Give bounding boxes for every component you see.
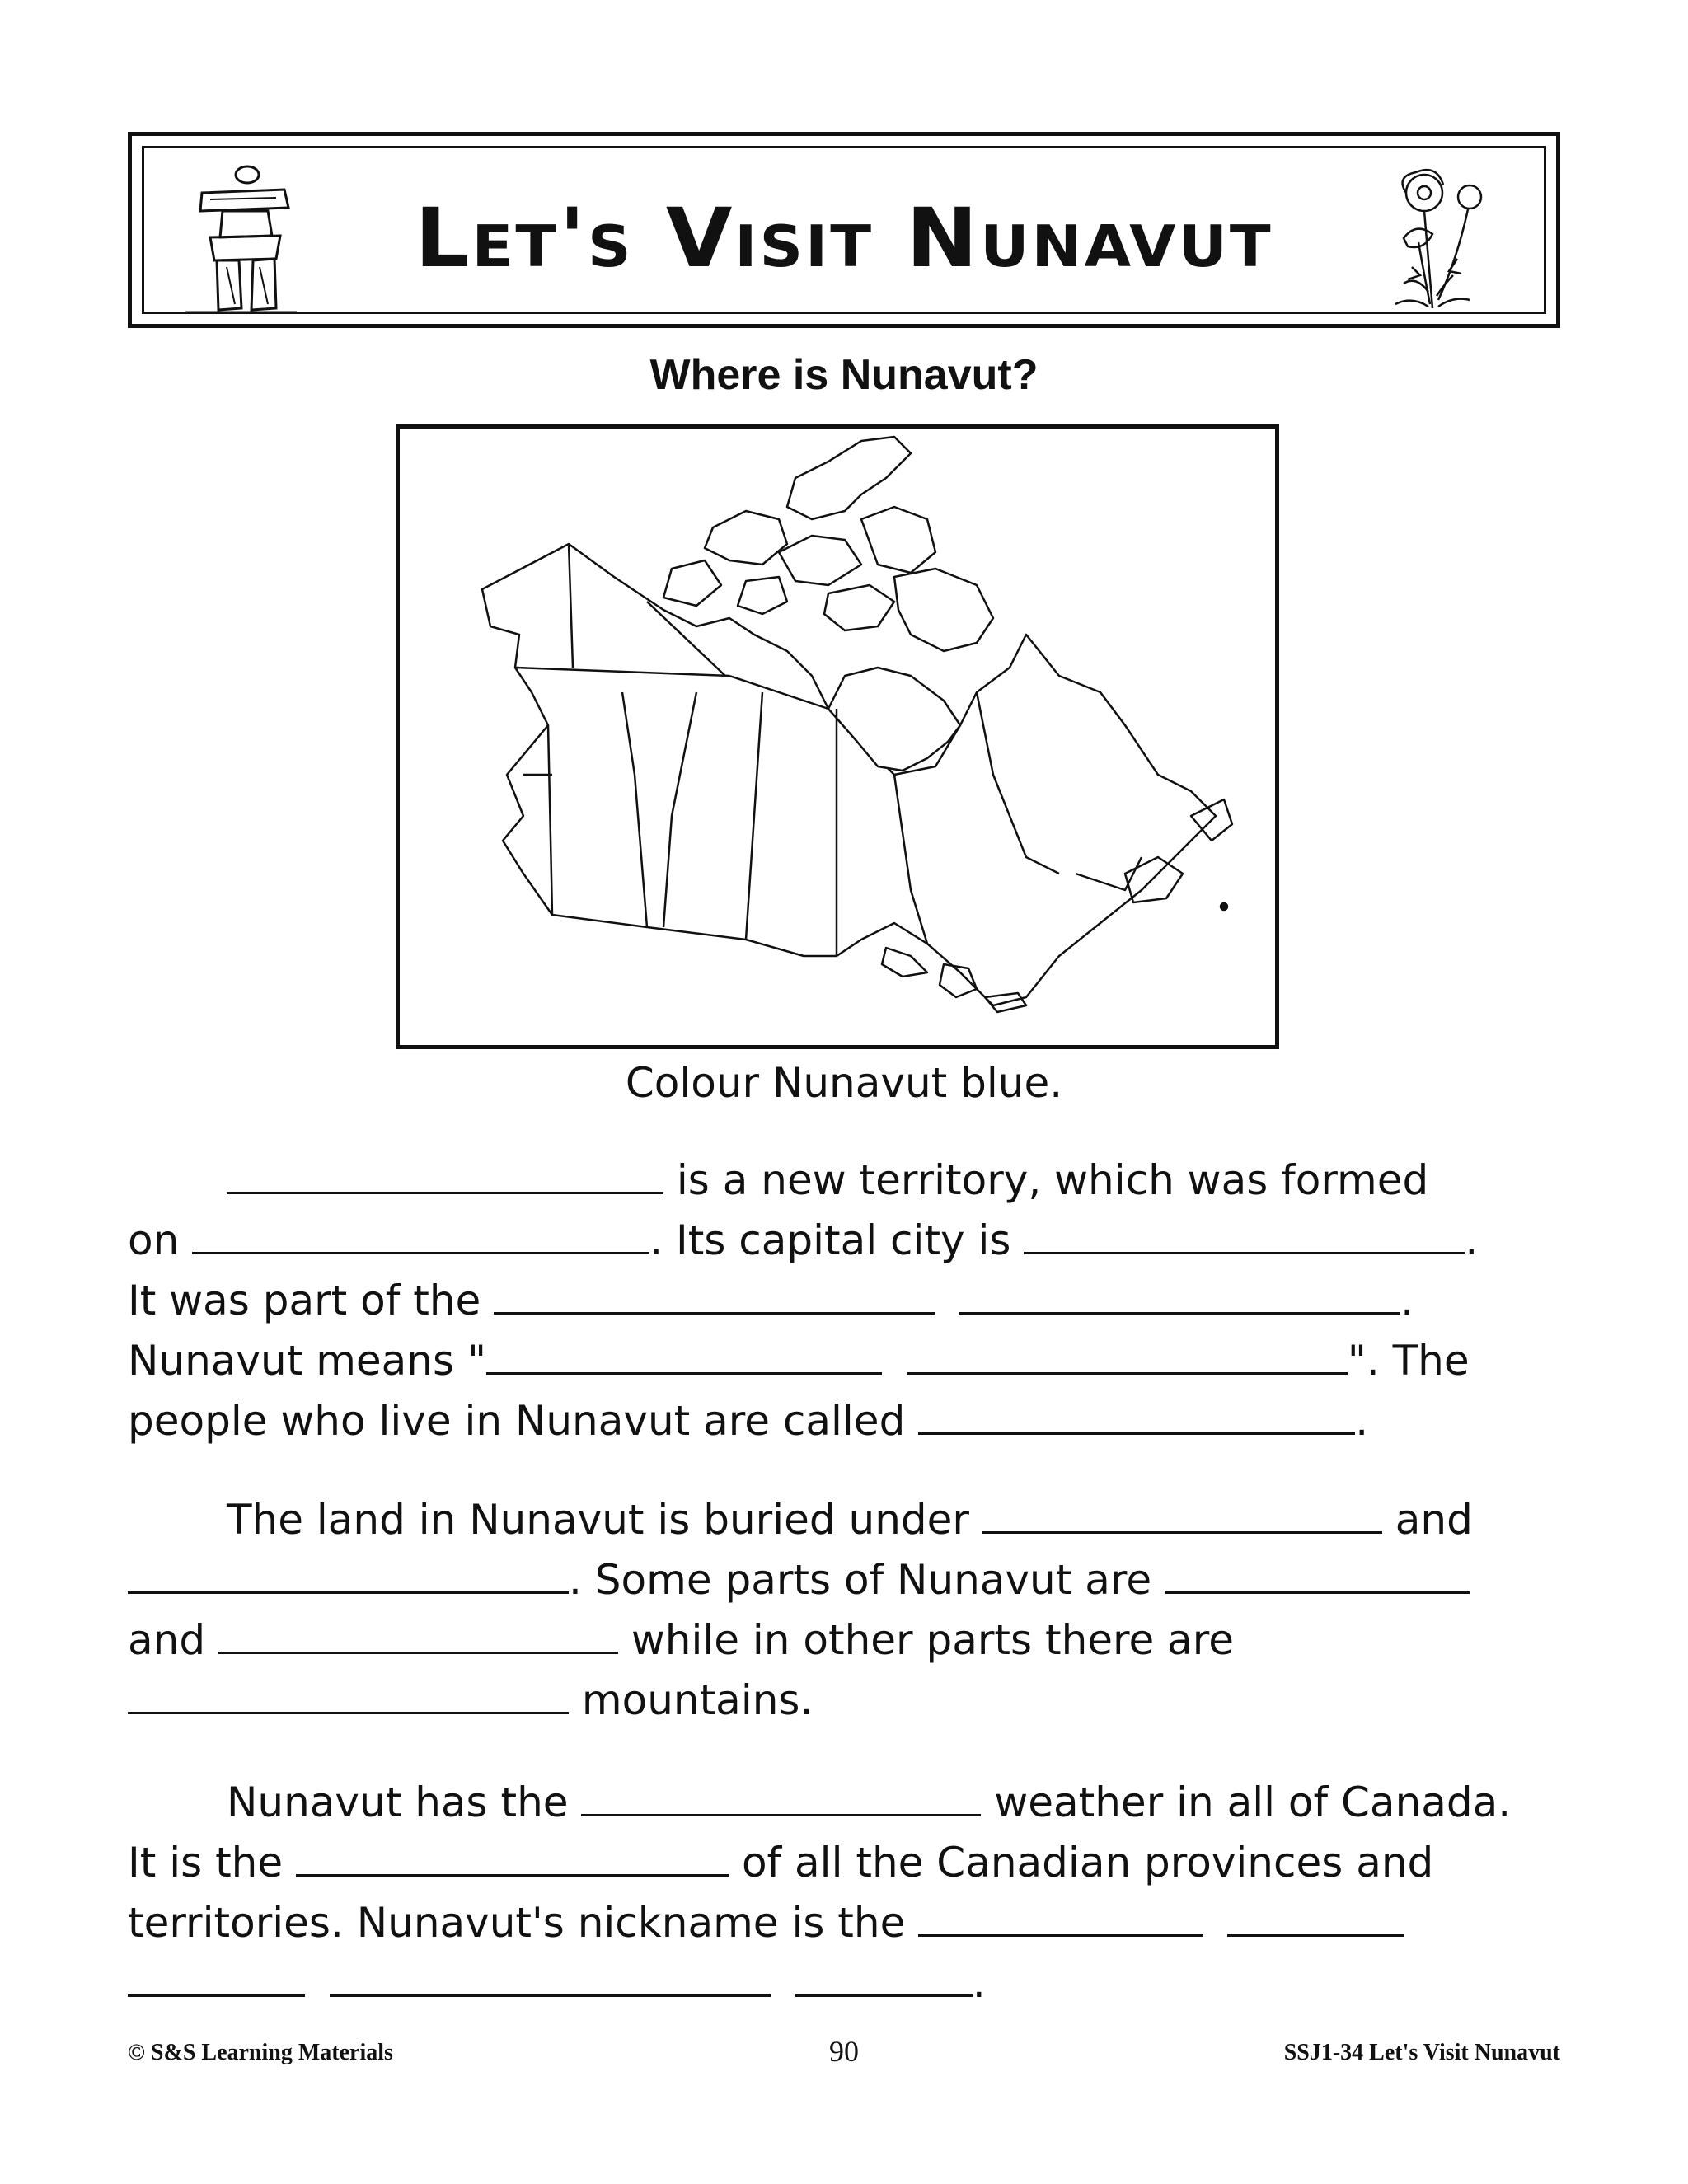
- paragraph1-line1: is a new territory, which was formed: [128, 1154, 1428, 1205]
- title-banner: [128, 132, 1560, 328]
- answer-blank[interactable]: [918, 1896, 1203, 1937]
- footer-book-title: SSJ1-34 Let's Visit Nunavut: [1283, 2040, 1560, 2065]
- paragraph3-line1: Nunavut has the weather in all of Canada.: [128, 1776, 1511, 1827]
- answer-blank[interactable]: [486, 1334, 882, 1375]
- banner-inner-border: [142, 146, 1546, 314]
- paragraph2-line1: The land in Nunavut is buried under and: [128, 1493, 1473, 1544]
- paragraph1-line5: people who live in Nunavut are called .: [128, 1394, 1368, 1446]
- paragraph2-line2: . Some parts of Nunavut are: [128, 1554, 1470, 1605]
- paragraph3-line3: territories. Nunavut's nickname is the: [128, 1896, 1404, 1947]
- answer-blank[interactable]: [128, 1674, 569, 1714]
- answer-blank[interactable]: [581, 1776, 981, 1816]
- canada-map-icon: [400, 429, 1275, 1045]
- answer-blank[interactable]: [1024, 1214, 1465, 1254]
- answer-blank[interactable]: [907, 1334, 1348, 1375]
- colouring-instruction: Colour Nunavut blue.: [625, 1059, 1063, 1107]
- map-frame: [396, 424, 1279, 1049]
- answer-blank[interactable]: [218, 1614, 618, 1654]
- paragraph1-line2: on . Its capital city is .: [128, 1214, 1478, 1265]
- page-number: 90: [829, 2035, 859, 2068]
- answer-blank[interactable]: [1165, 1554, 1470, 1594]
- answer-blank[interactable]: [330, 1957, 771, 1997]
- answer-blank[interactable]: [959, 1274, 1400, 1315]
- answer-blank[interactable]: [494, 1274, 935, 1315]
- answer-blank[interactable]: [128, 1957, 305, 1997]
- paragraph3-line2: It is the of all the Canadian provinces and: [128, 1836, 1433, 1887]
- page-title: Let's Visit Nunavut: [415, 190, 1273, 286]
- paragraph1-line4: Nunavut means " ". The: [128, 1334, 1470, 1385]
- answer-blank[interactable]: [982, 1493, 1382, 1534]
- section-heading: Where is Nunavut?: [649, 351, 1039, 399]
- poppy-flower-icon: [1379, 160, 1494, 316]
- answer-blank[interactable]: [795, 1957, 973, 1997]
- answer-blank[interactable]: [128, 1554, 569, 1594]
- paragraph1-line3: It was part of the .: [128, 1274, 1414, 1325]
- footer-copyright: © S&S Learning Materials: [128, 2040, 393, 2065]
- answer-blank[interactable]: [918, 1394, 1355, 1435]
- paragraph2-line4: mountains.: [128, 1674, 813, 1725]
- answer-blank[interactable]: [192, 1214, 649, 1254]
- answer-blank[interactable]: [227, 1154, 663, 1194]
- answer-blank[interactable]: [296, 1836, 729, 1877]
- answer-blank[interactable]: [1227, 1896, 1404, 1937]
- paragraph2-line3: and while in other parts there are: [128, 1614, 1234, 1665]
- paragraph3-line4: .: [128, 1957, 986, 2008]
